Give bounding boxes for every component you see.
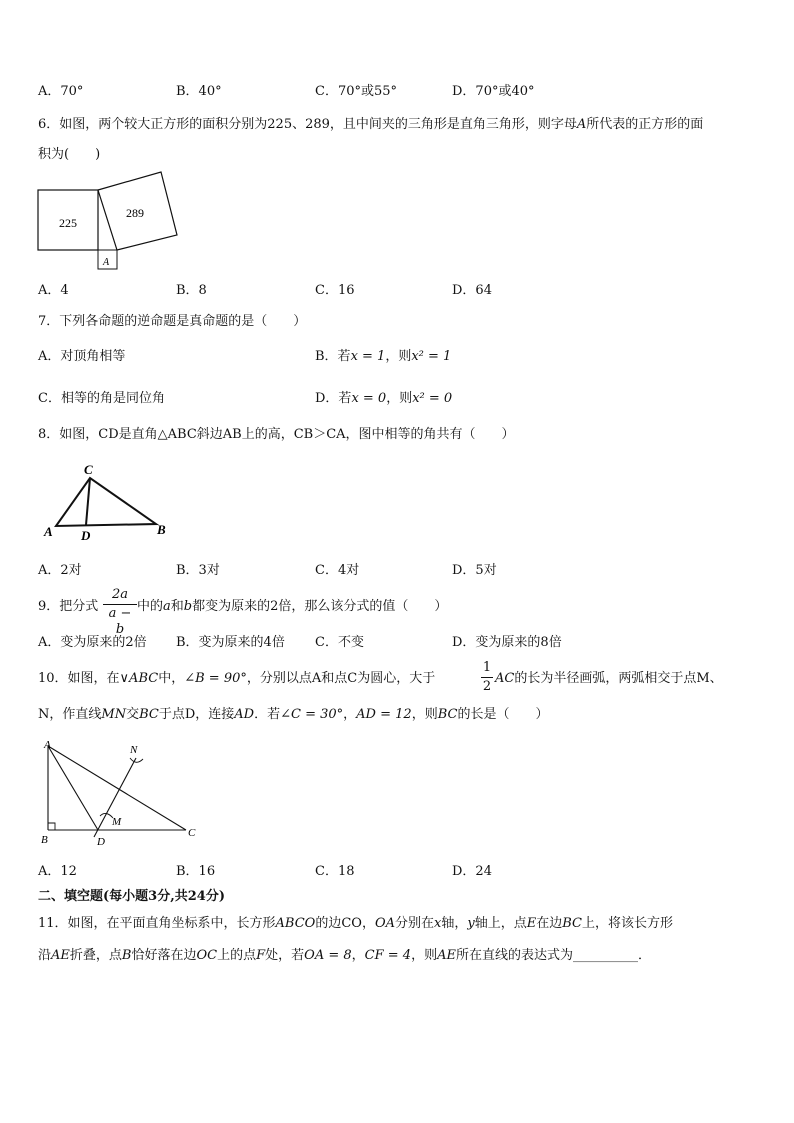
q11-b: B — [121, 948, 132, 963]
q9-tail-text — [137, 599, 447, 615]
q9-frac-num: 2a — [111, 587, 129, 602]
q10-l2e: ， — [343, 707, 357, 722]
q10-ad: AD — [234, 707, 255, 722]
q8-label-d: D — [81, 528, 91, 543]
q8-option-c: C．4对 — [315, 563, 360, 578]
q7-option-a: A．对顶角相等 — [38, 349, 126, 364]
q8-option-d: D．5对 — [452, 563, 497, 578]
q6-stem-tail: 所代表的正方形的面 — [586, 117, 704, 132]
q10-label-d: D — [97, 836, 105, 848]
q10-line2 — [38, 707, 548, 723]
q11-y: y — [467, 916, 475, 931]
q11-l2d: 上的点 — [217, 948, 257, 963]
q7-b-res: x² = 1 — [411, 349, 452, 364]
q10-label-n: N — [130, 744, 138, 756]
q10-label-m: M — [112, 816, 122, 828]
q10-line1-a — [38, 671, 435, 687]
q10-option-d: D．24 — [452, 864, 492, 879]
q5-option-d: D．70°或40° — [452, 84, 535, 99]
q11-oaval: OA = 8 — [304, 948, 352, 963]
q9-frac-bar — [103, 604, 137, 605]
q10-right-angle-mark — [48, 823, 55, 830]
q11-ae: AE — [51, 948, 70, 963]
q6-option-a: A．4 — [38, 283, 69, 298]
q11-line2 — [38, 948, 651, 964]
q9-option-d: D．变为原来的8倍 — [452, 635, 562, 650]
q10-p1: 10．如图，在 — [38, 671, 120, 686]
q11-p2: 的边CO， — [315, 916, 375, 931]
q7-d-res: x² = 0 — [412, 391, 453, 406]
q10-bc2: BC — [437, 707, 458, 722]
q8-option-a: A．2对 — [38, 563, 82, 578]
q6-stem-line1 — [38, 117, 703, 133]
q10-angc: ∠C = 30° — [280, 707, 344, 722]
q6-label-225: 225 — [59, 216, 77, 230]
q11-ae2: AE — [437, 948, 456, 963]
q8-stem: 8．如图，CD是直角△ABC斜边AB上的高，CB＞CA，图中相等的角共有（ ） — [38, 427, 515, 442]
q11-l2c: 恰好落在边 — [131, 948, 197, 963]
q11-bc: BC — [562, 916, 583, 931]
q7-stem: 7．下列各命题的逆命题是真命题的是（ ） — [38, 314, 307, 329]
q10-option-c: C．18 — [315, 864, 355, 879]
q9-option-c: C．不变 — [315, 635, 364, 650]
q10-segment-ad — [48, 746, 98, 830]
q7-d-pre: D．若 — [315, 391, 352, 406]
q11-l2f: ， — [351, 948, 365, 963]
q10-l2a: N，作直线 — [38, 707, 102, 722]
q11-oc: OC — [196, 948, 218, 963]
q10-frac-bar — [481, 677, 493, 678]
q10-adval: AD = 12 — [356, 707, 412, 722]
q6-label-a: A — [103, 257, 110, 268]
q8-label-a: A — [44, 524, 53, 539]
q11-oa: OA — [374, 916, 395, 931]
q11-f: F — [256, 948, 266, 963]
q11-p3: 分别在 — [395, 916, 435, 931]
q9-var-a: a — [163, 599, 171, 614]
q7-b-cond: x = 1 — [350, 349, 386, 364]
q10-option-a: A．12 — [38, 864, 77, 879]
q6-option-d: D．64 — [452, 283, 492, 298]
q10-l2c: 于点D，连接 — [158, 707, 235, 722]
q11-l2g: ，则 — [411, 948, 438, 963]
q11-l2e: 处，若 — [265, 948, 305, 963]
q11-p4: 轴， — [441, 916, 468, 931]
q9-mid2: 和 — [170, 599, 184, 614]
q10-label-a: A — [44, 739, 51, 751]
q5-option-c: C．70°或55° — [315, 84, 398, 99]
q7-option-c: C．相等的角是同位角 — [38, 391, 165, 406]
q7-d-mid: ，则 — [386, 391, 413, 406]
q11-p5: 轴上，点 — [474, 916, 527, 931]
q5-option-b: B．40° — [176, 84, 222, 99]
q10-l2b: 交 — [126, 707, 140, 722]
q5-option-a: A．70° — [38, 84, 84, 99]
q10-frac-den: 2 — [482, 679, 492, 694]
q11-p6: 在边 — [536, 916, 563, 931]
q11-p7: 上，将该长方形 — [582, 916, 674, 931]
q11-e: E — [526, 916, 537, 931]
q7-b-mid: ，则 — [385, 349, 412, 364]
q9-option-a: A．变为原来的2倍 — [38, 635, 147, 650]
q6-stem-line2: 积为( ) — [38, 147, 101, 162]
q9-frac-den: a − b — [108, 606, 132, 637]
q10-p2: 中， — [158, 671, 185, 686]
q10-label-c: C — [188, 827, 196, 839]
q10-frac-num: 1 — [482, 660, 492, 675]
q10-arc-n — [130, 758, 143, 762]
q6-label-289: 289 — [126, 206, 144, 220]
q6-option-b: B．8 — [176, 283, 207, 298]
q11-l2a: 沿 — [38, 948, 52, 963]
q11-l2b: 折叠，点 — [69, 948, 122, 963]
q7-option-d — [315, 391, 452, 407]
q8-label-b: B — [157, 522, 166, 537]
q7-d-cond: x = 0 — [351, 391, 387, 406]
q8-altitude-cd — [86, 478, 90, 525]
q9-var-b: b — [183, 599, 193, 614]
q10-angb: ∠B = 90° — [184, 671, 247, 686]
q10-label-b: B — [41, 834, 48, 846]
q10-tri: ∨ABC — [119, 671, 159, 686]
q10-ac: AC — [495, 671, 515, 686]
q8-option-b: B．3对 — [176, 563, 220, 578]
q10-bc: BC — [139, 707, 159, 722]
q7-b-pre: B．若 — [315, 349, 351, 364]
q11-line1 — [38, 916, 673, 932]
q10-p4: 的长为半径画弧，两弧相交于点M、 — [514, 671, 723, 686]
q8-figure — [40, 460, 170, 544]
q11-cfval: CF = 4 — [364, 948, 412, 963]
q6-option-c: C．16 — [315, 283, 355, 298]
q10-l2d: ．若 — [254, 707, 281, 722]
q10-p3: ，分别以点A和点C为圆心，大于 — [246, 671, 436, 686]
q6-stem-text: 6．如图，两个较大正方形的面积分别为225、289，且中间夹的三角形是直角三角形，则字母 — [38, 117, 577, 132]
q6-var-a: A — [576, 117, 587, 132]
q11-abco: ABCO — [275, 916, 316, 931]
q10-mn: MN — [101, 707, 127, 722]
q10-l2f: ，则 — [411, 707, 438, 722]
q9-mid1: 中的 — [137, 599, 164, 614]
section-2-heading: 二、填空题(每小题3分,共24分) — [38, 889, 225, 904]
q8-label-c: C — [84, 462, 93, 477]
q9-pre: 9．把分式 — [38, 599, 99, 614]
q10-fraction — [481, 660, 493, 695]
q11-p1: 11．如图，在平面直角坐标系中，长方形 — [38, 916, 276, 931]
q9-tail: 都变为原来的2倍，那么该分式的值（ ） — [192, 599, 448, 614]
q9-option-b: B．变为原来的4倍 — [176, 635, 285, 650]
q10-option-b: B．16 — [176, 864, 216, 879]
q7-option-b — [315, 349, 451, 365]
q11-l2h: 所在直线的表达式为__________． — [455, 948, 651, 963]
q9-fraction — [103, 587, 137, 638]
q10-line1-b — [495, 671, 723, 687]
q10-l2g: 的长是（ ） — [457, 707, 549, 722]
q6-figure — [36, 170, 196, 274]
q10-figure — [38, 738, 203, 850]
q8-triangle-abc — [56, 478, 156, 526]
q11-x: x — [434, 916, 442, 931]
